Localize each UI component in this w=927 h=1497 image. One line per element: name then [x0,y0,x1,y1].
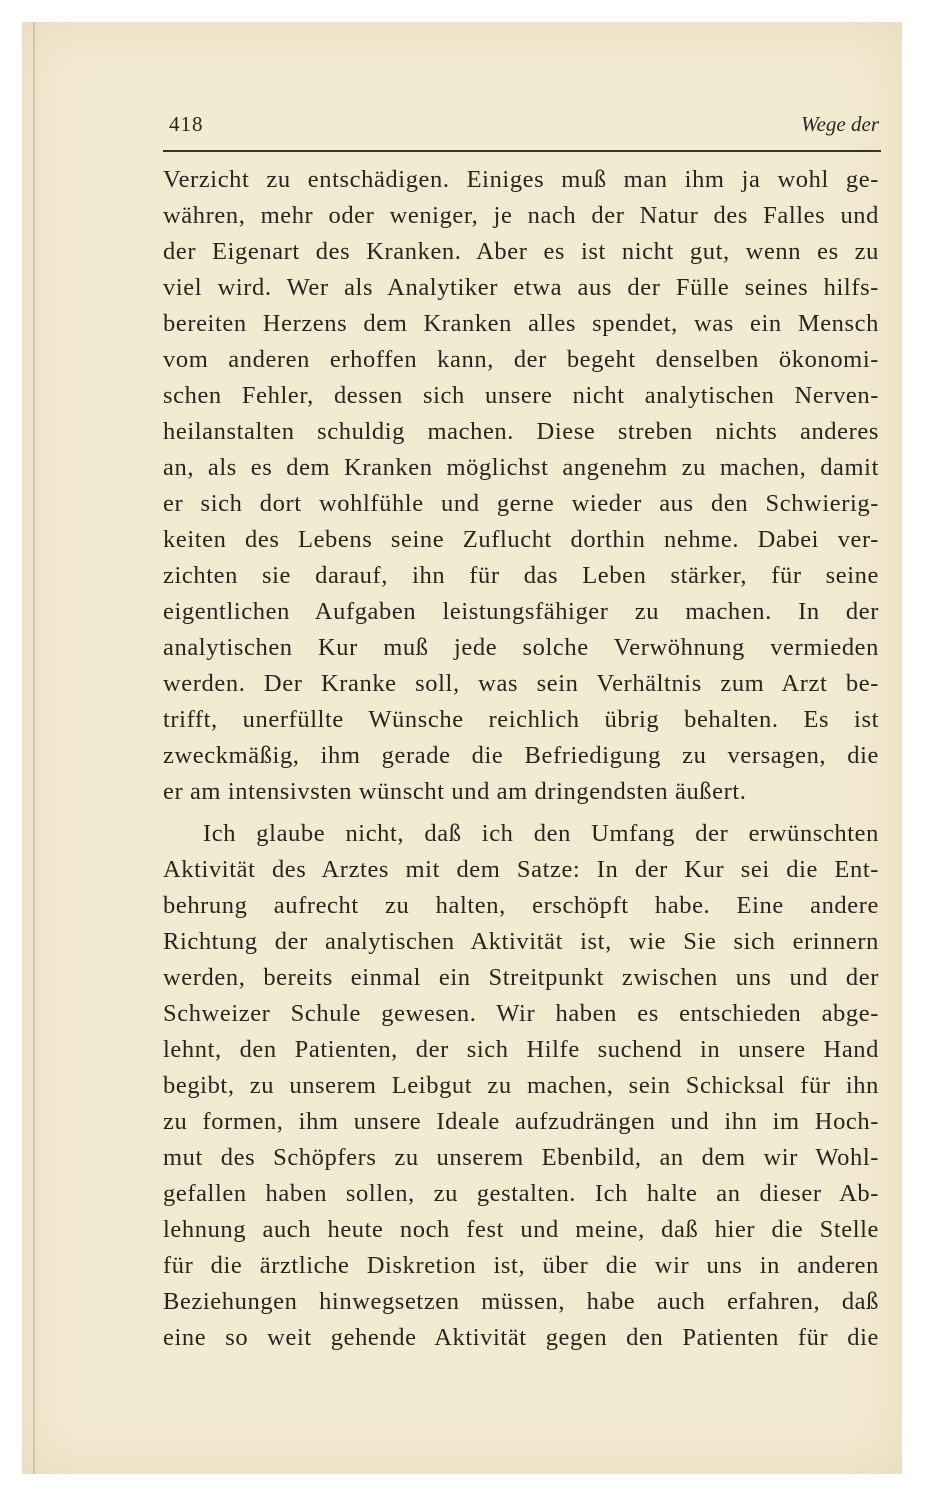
text-line: eigentlichen Aufgaben leistungsfähiger zu machen. In der [163,598,879,625]
text-line: er am intensivsten wünscht und am dringendsten äußert. [163,778,747,805]
page-number: 418 [169,112,204,136]
text-line: zu formen, ihm unsere Ideale aufzudrängen und ihn im Hoch- [163,1108,879,1135]
running-head [169,112,879,144]
text-line: der Eigenart des Kranken. Aber es ist nicht gut, wenn es zu [163,238,879,265]
text-line: lehnung auch heute noch fest und meine, daß hier die Stelle [163,1216,879,1243]
text-line: heilanstalten schuldig machen. Diese streben nichts anderes [163,418,879,445]
paragraph-1 [163,162,879,810]
text-line: viel wird. Wer als Analytiker etwa aus der Fülle seines hilfs- [163,274,879,301]
text-line: gefallen haben sollen, zu gestalten. Ich halte an dieser Ab- [163,1180,879,1207]
text-line: an, als es dem Kranken möglichst angenehm zu machen, damit [163,454,879,481]
text-line: zichten sie darauf, ihn für das Leben stärker, für seine [163,562,879,589]
body-text [163,162,879,1356]
text-line: eine so weit gehende Aktivität gegen den Patienten für die [163,1324,879,1351]
text-line: werden, bereits einmal ein Streitpunkt zwischen uns und der [163,964,879,991]
text-line: währen, mehr oder weniger, je nach der Natur des Falles und [163,202,879,229]
text-line: mut des Schöpfers zu unserem Ebenbild, an dem wir Wohl- [163,1144,879,1171]
text-line: Richtung der analytischen Aktivität ist, wie Sie sich erinnern [163,928,879,955]
header-rule [163,150,881,152]
text-line: Schweizer Schule gewesen. Wir haben es entschieden abge- [163,1000,879,1027]
text-line: Ich glaube nicht, daß ich den Umfang der erwünschten [203,820,879,847]
running-title: Wege der [801,112,879,136]
text-line: zweckmäßig, ihm gerade die Befriedigung zu versagen, die [163,742,879,769]
text-line: er sich dort wohlfühle und gerne wieder aus den Schwierig- [163,490,879,517]
text-line: schen Fehler, dessen sich unsere nicht analytischen Nerven- [163,382,879,409]
text-line: trifft, unerfüllte Wünsche reichlich übrig behalten. Es ist [163,706,879,733]
text-line: Verzicht zu entschädigen. Einiges muß man ihm ja wohl ge- [163,166,879,193]
text-line: begibt, zu unserem Leibgut zu machen, sein Schicksal für ihn [163,1072,879,1099]
text-line: analytischen Kur muß jede solche Verwöhnung vermieden [163,634,879,661]
binding-shadow [33,22,35,1474]
text-line: Aktivität des Arztes mit dem Satze: In der Kur sei die Ent- [163,856,879,883]
text-line: lehnt, den Patienten, der sich Hilfe suchend in unsere Hand [163,1036,879,1063]
text-line: bereiten Herzens dem Kranken alles spendet, was ein Mensch [163,310,879,337]
text-line: Beziehungen hinwegsetzen müssen, habe auch erfahren, daß [163,1288,879,1315]
text-line: keiten des Lebens seine Zuflucht dorthin nehme. Dabei ver- [163,526,879,553]
text-line: werden. Der Kranke soll, was sein Verhältnis zum Arzt be- [163,670,879,697]
text-line: für die ärztliche Diskretion ist, über die wir uns in anderen [163,1252,879,1279]
text-line: vom anderen erhoffen kann, der begeht denselben ökonomi- [163,346,879,373]
text-line: behrung aufrecht zu halten, erschöpft habe. Eine andere [163,892,879,919]
paragraph-2 [163,816,879,1356]
